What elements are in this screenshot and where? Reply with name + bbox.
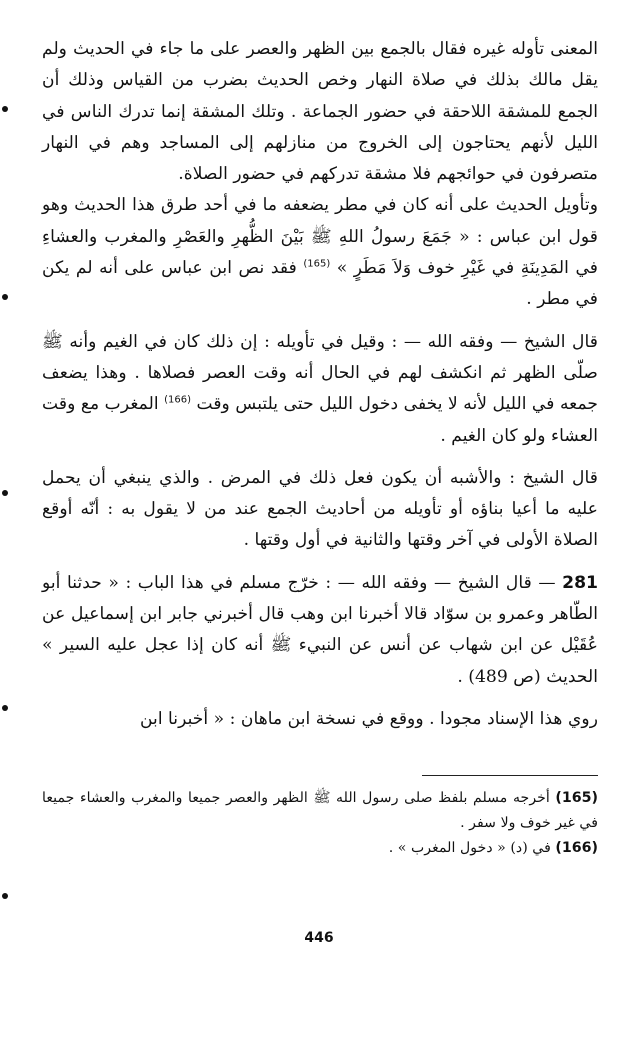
- paragraph-2-text-before: وتأويل الحديث على أنه كان في مطر يضعفه ما في أحد طرق هذا الحديث وهو قول ابن عباس : « جَمَعَ رسولُ اللهِ ﷺ بَيْنَ الظُّهرِ والعَصْرِ والمغرب والعشاءِ في المَدِينَةِ في غَيْرِ خوف وَلاَ مَطَرٍ »: [42, 195, 599, 279]
- footnote-number: (166): [555, 840, 598, 856]
- footnote-number: (165): [555, 790, 599, 806]
- paragraph-6-text: روي هذا الإسناد مجودا . ووقع في نسخة ابن ماهان : « أخبرنا ابن: [139, 708, 598, 729]
- footnote-text: في (د) « دخول المغرب » .: [388, 840, 551, 856]
- paragraph-6: [42, 704, 598, 735]
- footnote-ref-165[interactable]: (165): [303, 258, 331, 270]
- paragraph-4: [42, 463, 598, 557]
- paragraph-2: [42, 190, 598, 315]
- paragraph-1: [42, 34, 598, 190]
- page-number: 446: [304, 930, 334, 946]
- footnote-166: [42, 836, 598, 861]
- scan-mark: [2, 490, 8, 496]
- footnote-165: [42, 786, 598, 836]
- scan-mark: [2, 294, 8, 300]
- paragraph-3-text-after: المغرب مع وقت العشاء ولو كان الغيم .: [42, 394, 598, 446]
- footnote-ref-166[interactable]: (166): [164, 394, 191, 406]
- section-number: 281: [562, 572, 598, 593]
- paragraph-5: [42, 568, 598, 693]
- footnote-divider: [422, 775, 598, 776]
- main-text: [42, 34, 598, 735]
- scan-mark: [2, 106, 8, 112]
- paragraph-1-text: المعنى تأوله غيره فقال بالجمع بين الظهر والعصر على ما جاء في الحديث ولم يقل مالك بذلك في صلاة النهار وخص الحديث بضرب من القياس وذلك أن الجمع للمشقة اللاحقة في حضور الجماعة . وتلك المشقة إنما تدرك الناس في الليل لأنهم يحتاجون إلى الخروج من منازلهم إلى المساجد وهم في النهار متصرفون في حوائجهم فلا مشقة تدركهم في حضور الصلاة.: [42, 39, 598, 185]
- footnote-text: أخرجه مسلم بلفظ صلى رسول الله ﷺ الظهر والعصر جميعا والمغرب والعشاء جميعا في غير خوف ولا سفر .: [42, 790, 598, 831]
- paragraph-4-text: قال الشيخ : والأشبه أن يكون فعل ذلك في المرض . والذي ينبغي أن يحمل عليه ما أعيا بناؤه أو تأويله من أحاديث الجمع عند من لا يقول به : أنّه أوقع الصلاة الأولى في آخر وقتها والثانية في أول وقتها .: [42, 467, 598, 551]
- scan-mark: [2, 893, 8, 899]
- paragraph-5-text: — قال الشيخ — وفقه الله — : خرّج مسلم في هذا الباب : « حدثنا أبو الطّاهر وعمرو بن سوّاد قالا أخبرنا ابن وهب قال أخبرني جابر ابن إسماعيل عن عُقَيْل عن ابن شهاب عن أنس عن النبيء ﷺ أنه كان إذا عجل عليه السير » الحديث (ص 489) .: [42, 572, 598, 687]
- paragraph-3: [42, 327, 598, 452]
- footnotes: [42, 786, 598, 861]
- scan-mark: [2, 705, 8, 711]
- paragraph-2-text-after: فقد نص ابن عباس على أنه لم يكن في مطر .: [42, 258, 598, 310]
- paragraph-3-text-before: قال الشيخ — وفقه الله — : وقيل في تأويله : إن ذلك كان في الغيم وأنه ﷺ صلّى الظهر ثم انكشف لهم في الحال أنه وقت العصر فصلاها . وهذا يضعف جمعه في الليل لأنه لا يخفى دخول الليل حتى يلتبس وقت: [42, 331, 599, 415]
